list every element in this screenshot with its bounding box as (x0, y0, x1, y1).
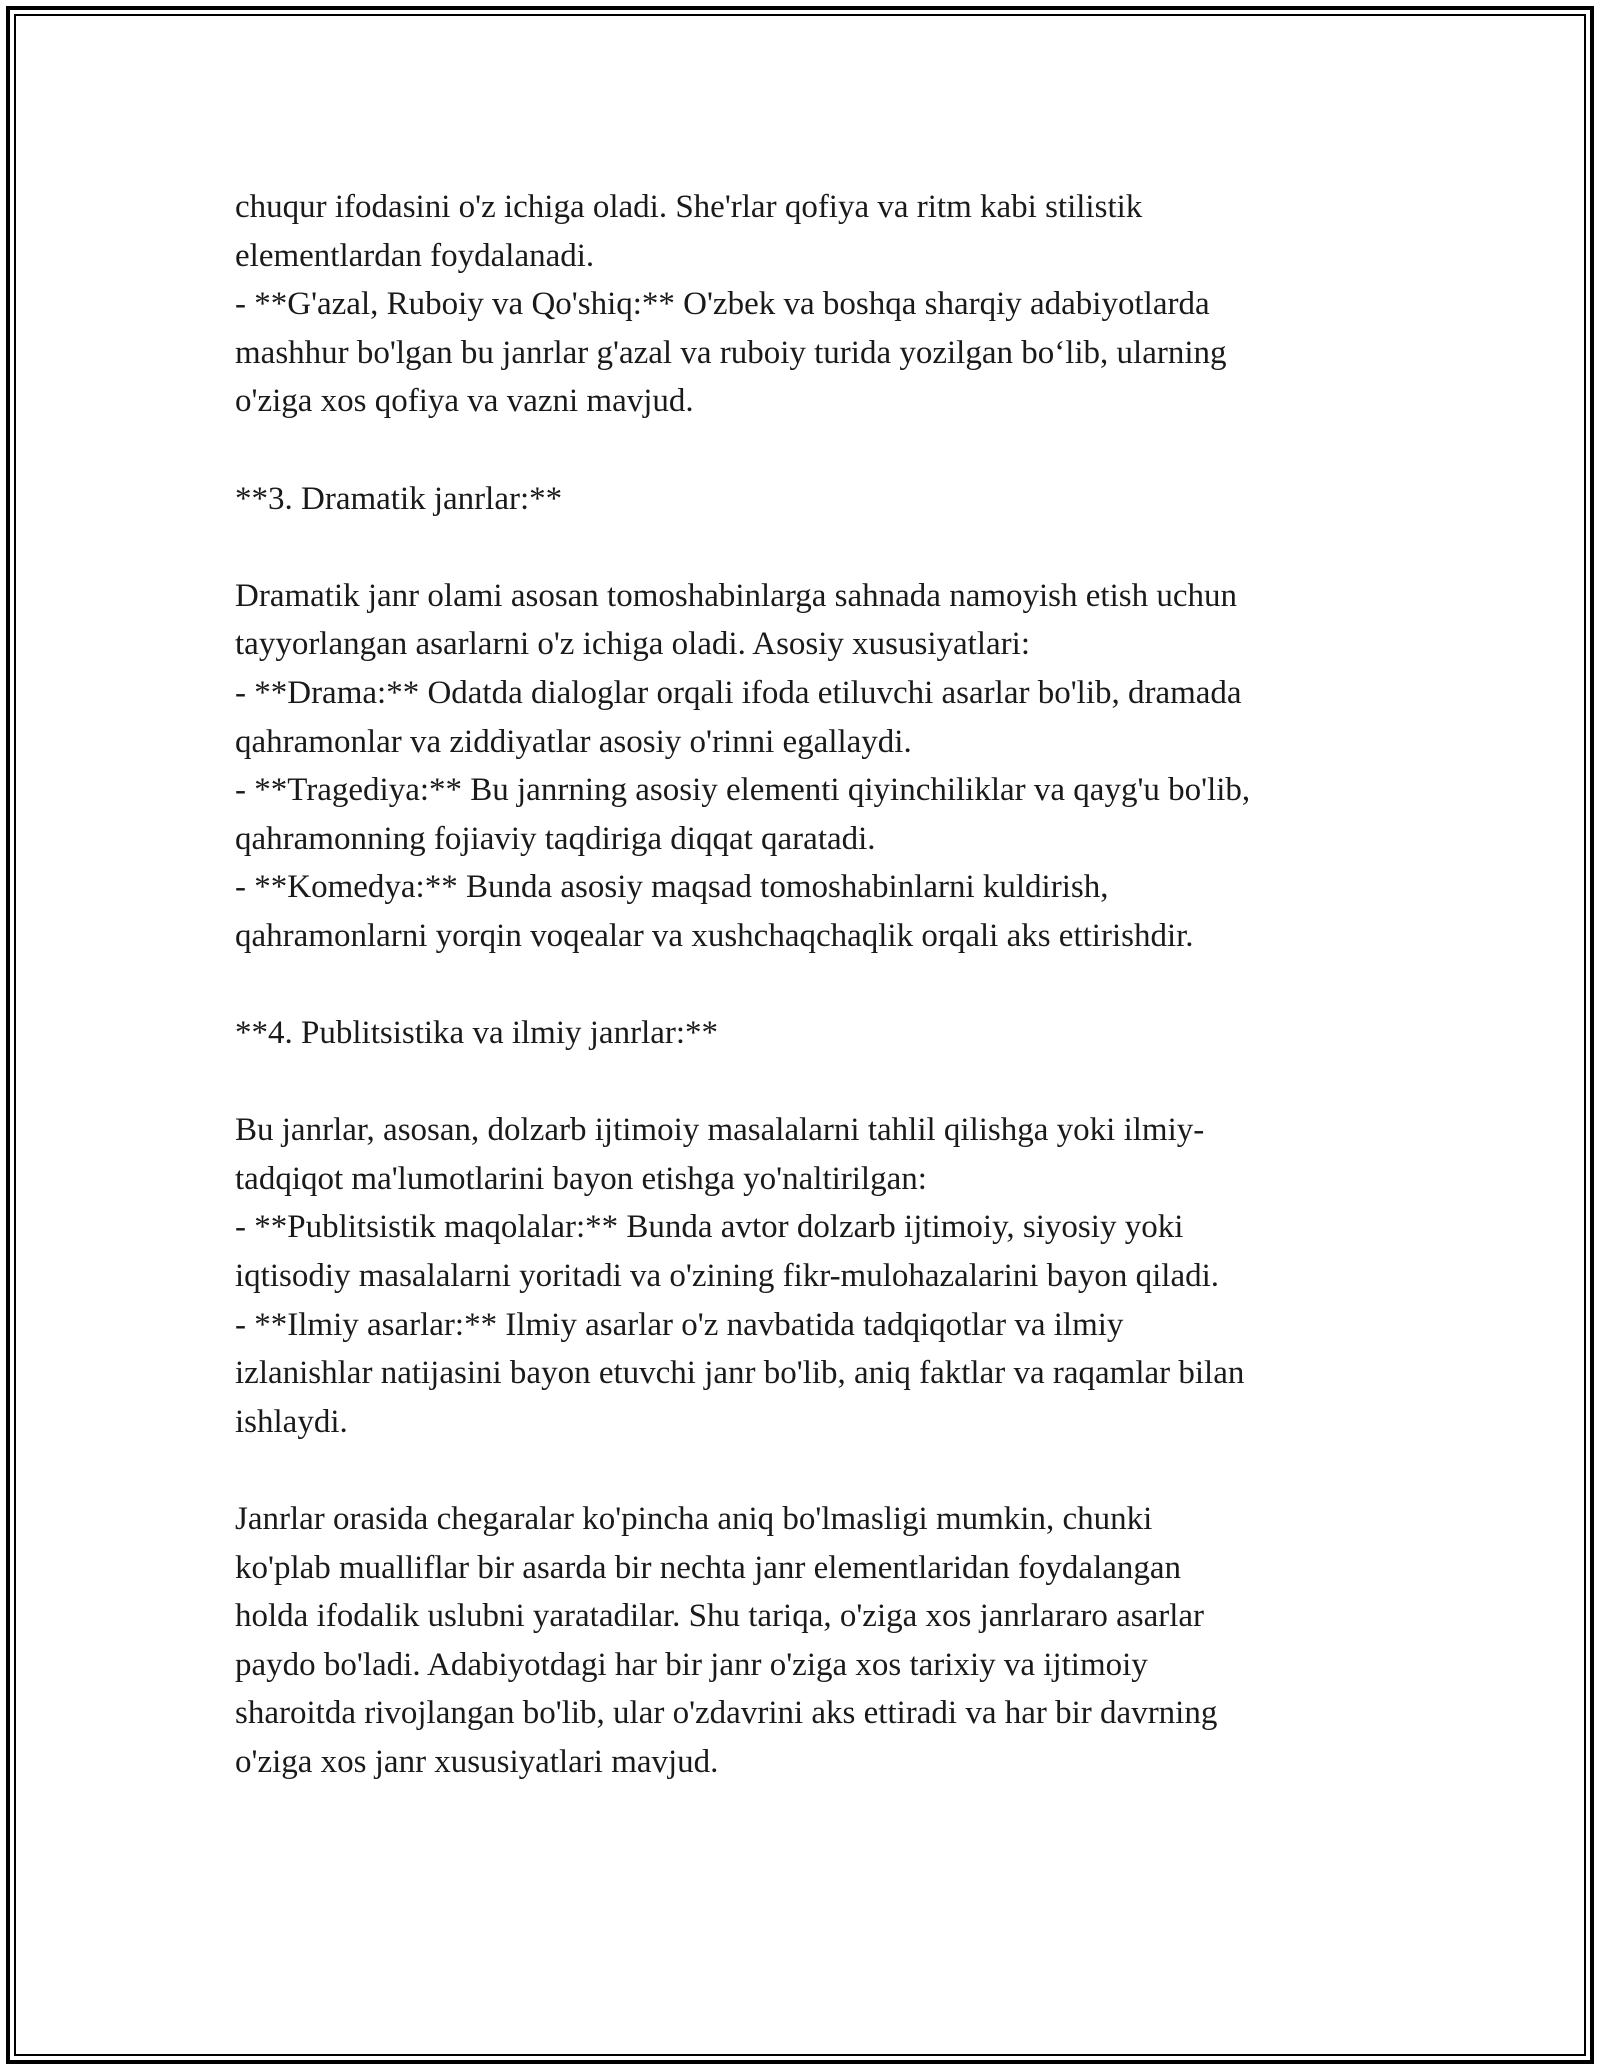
text-line: o'ziga xos qofiya va vazni mavjud. (235, 383, 694, 420)
text-line: paydo bo'ladi. Adabiyotdagi har bir janr o'ziga xos tarixiy va ijtimoiy (235, 1646, 1148, 1683)
text-line: - **Komedya:** Bunda asosiy maqsad tomoshabinlarni kuldirish, (235, 869, 1109, 906)
text-line: qahramonlar va ziddiyatlar asosiy o'rinni egallaydi. (235, 723, 912, 760)
text-line: iqtisodiy masalalarni yoritadi va o'zining fikr-mulohazalarini bayon qiladi. (235, 1258, 1220, 1295)
paragraph-gap (235, 426, 1385, 475)
text-line: Bu janrlar, asosan, dolzarb ijtimoiy masalalarni tahlil qilishga yoki ilmiy- (235, 1112, 1205, 1149)
text-line: mashhur bo'lgan bu janrlar g'azal va ruboiy turida yozilgan bo‘lib, ularning (235, 334, 1227, 371)
paragraph-gap (235, 523, 1385, 572)
text-line: tayyorlangan asarlarni o'z ichiga oladi. Asosiy xususiyatlari: (235, 626, 1030, 663)
text-line: - **Publitsistik maqolalar:** Bunda avtor dolzarb ijtimoiy, siyosiy yoki (235, 1209, 1184, 1246)
text-line: ko'plab mualliflar bir asarda bir nechta janr elementlaridan foydalangan (235, 1549, 1182, 1586)
text-line: - **Drama:** Odatda dialoglar orqali ifoda etiluvchi asarlar bo'lib, dramada (235, 674, 1242, 711)
text-line: izlanishlar natijasini bayon etuvchi janr bo'lib, aniq faktlar va raqamlar bilan (235, 1355, 1245, 1392)
section-heading: **3. Dramatik janrlar:** (235, 480, 563, 517)
document-body (235, 183, 1385, 1787)
paragraph-gap (235, 961, 1385, 1010)
text-line: - **G'azal, Ruboiy va Qo'shiq:** O'zbek va boshqa sharqiy adabiyotlarda (235, 286, 1210, 323)
text-line: sharoitda rivojlangan bo'lib, ular o'zdavrini aks ettiradi va har bir davrning (235, 1695, 1218, 1732)
text-line: tadqiqot ma'lumotlarini bayon etishga yo'naltirilgan: (235, 1160, 927, 1197)
section-heading: **4. Publitsistika va ilmiy janrlar:** (235, 1015, 719, 1052)
text-line: holda ifodalik uslubni yaratadilar. Shu tariqa, o'ziga xos janrlararo asarlar (235, 1598, 1205, 1635)
text-line: qahramonning fojiaviy taqdiriga diqqat qaratadi. (235, 820, 876, 857)
text-line: qahramonlarni yorqin voqealar va xushchaqchaqlik orqali aks ettirishdir. (235, 917, 1194, 954)
text-line: elementlardan foydalanadi. (235, 237, 595, 274)
text-line: ishlaydi. (235, 1403, 348, 1440)
text-line: - **Tragediya:** Bu janrning asosiy elementi qiyinchiliklar va qayg'u bo'lib, (235, 772, 1251, 809)
text-line: o'ziga xos janr xususiyatlari mavjud. (235, 1744, 719, 1780)
paragraph-gap (235, 1446, 1385, 1495)
text-line: chuqur ifodasini o'z ichiga oladi. She'rlar qofiya va ritm kabi stilistik (235, 189, 1143, 225)
paragraph-gap (235, 1058, 1385, 1107)
text-line: - **Ilmiy asarlar:** Ilmiy asarlar o'z navbatida tadqiqotlar va ilmiy (235, 1306, 1124, 1343)
text-line: Dramatik janr olami asosan tomoshabinlarga sahnada namoyish etish uchun (235, 577, 1237, 614)
text-line: Janrlar orasida chegaralar ko'pincha aniq bo'lmasligi mumkin, chunki (235, 1501, 1153, 1538)
